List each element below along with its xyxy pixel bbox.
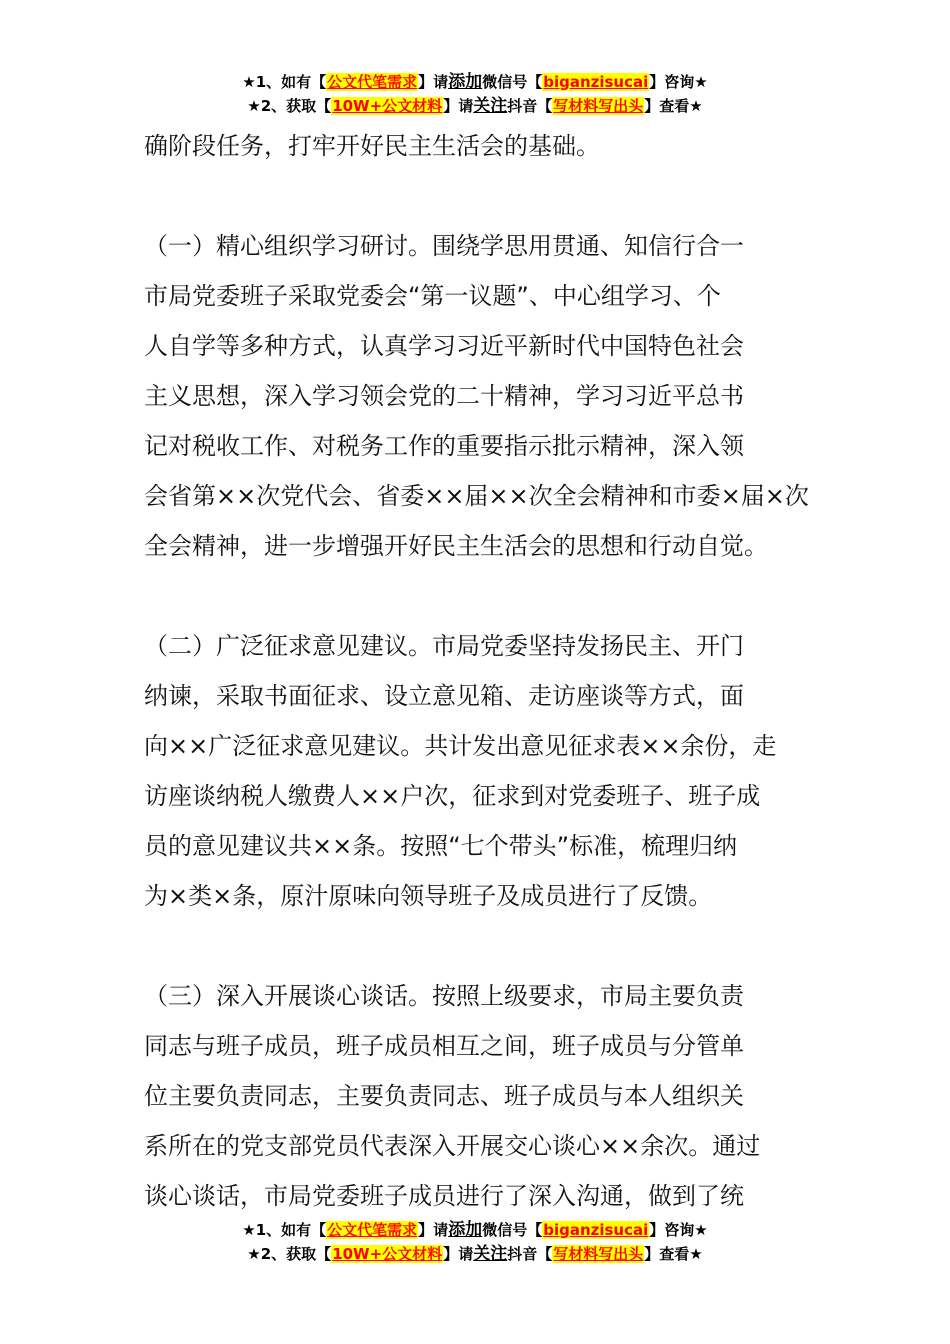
section-3-line: 谈心谈话，市局党委班子成员进行了深入沟通，做到了统 (144, 1182, 744, 1210)
section-2-line: 为×类×条，原汁原味向领导班子及成员进行了反馈。 (144, 882, 713, 910)
highlight-materials: 10W+公文材料 (332, 1245, 443, 1263)
section-2-line: 向××广泛征求意见建议。共计发出意见征求表××余份，走 (144, 732, 777, 760)
banner-line-2: ★2、获取【10W+公文材料】请关注抖音【写材料写出头】查看★ (247, 96, 703, 116)
highlight-wechat-id: biganzisucai (543, 1221, 649, 1239)
section-3-line: 同志与班子成员，班子成员相互之间，班子成员与分管单 (144, 1032, 744, 1060)
highlight-service: 公文代笔需求 (327, 1221, 418, 1239)
intro-line: 确阶段任务，打牢开好民主生活会的基础。 (144, 132, 600, 160)
section-3-line: （三）深入开展谈心谈话。按照上级要求，市局主要负责 (144, 982, 744, 1010)
section-1-line: 会省第××次党代会、省委××届××次全会精神和市委×届×次 (144, 482, 809, 510)
banner-line-2: ★2、获取【10W+公文材料】请关注抖音【写材料写出头】查看★ (247, 1244, 703, 1264)
header-banner (0, 70, 950, 118)
section-2-line: 访座谈纳税人缴费人××户次，征求到对党委班子、班子成 (144, 782, 761, 810)
banner-line-1: ★1、如有【公文代笔需求】请添加微信号【biganzisucai】咨询★ (242, 1220, 708, 1240)
section-1-line: 市局党委班子采取党委会“第一议题”、中心组学习、个 (144, 282, 721, 310)
section-1-line: 记对税收工作、对税务工作的重要指示批示精神，深入领 (144, 432, 744, 460)
section-1-line: （一）精心组织学习研讨。围绕学思用贯通、知信行合一 (144, 232, 744, 260)
banner-line-1: ★1、如有【公文代笔需求】请添加微信号【biganzisucai】咨询★ (242, 72, 708, 92)
footer-banner (0, 1218, 950, 1266)
highlight-wechat-id: biganzisucai (543, 73, 649, 91)
section-2-line: （二）广泛征求意见建议。市局党委坚持发扬民主、开门 (144, 632, 744, 660)
section-2-line: 纳谏，采取书面征求、设立意见箱、走访座谈等方式，面 (144, 682, 744, 710)
section-3-line: 系所在的党支部党员代表深入开展交心谈心××余次。通过 (144, 1132, 761, 1160)
highlight-douyin-account: 写材料写出头 (553, 1245, 644, 1263)
section-3-line: 位主要负责同志，主要负责同志、班子成员与本人组织关 (144, 1082, 744, 1110)
highlight-service: 公文代笔需求 (327, 73, 418, 91)
section-1-line: 主义思想，深入学习领会党的二十精神，学习习近平总书 (144, 382, 744, 410)
section-2-line: 员的意见建议共××条。按照“七个带头”标准，梳理归纳 (144, 832, 738, 860)
highlight-douyin-account: 写材料写出头 (553, 97, 644, 115)
section-1-line: 人自学等多种方式，认真学习习近平新时代中国特色社会 (144, 332, 744, 360)
section-1-line: 全会精神，进一步增强开好民主生活会的思想和行动自觉。 (144, 532, 768, 560)
highlight-materials: 10W+公文材料 (332, 97, 443, 115)
document-body (144, 121, 809, 1221)
